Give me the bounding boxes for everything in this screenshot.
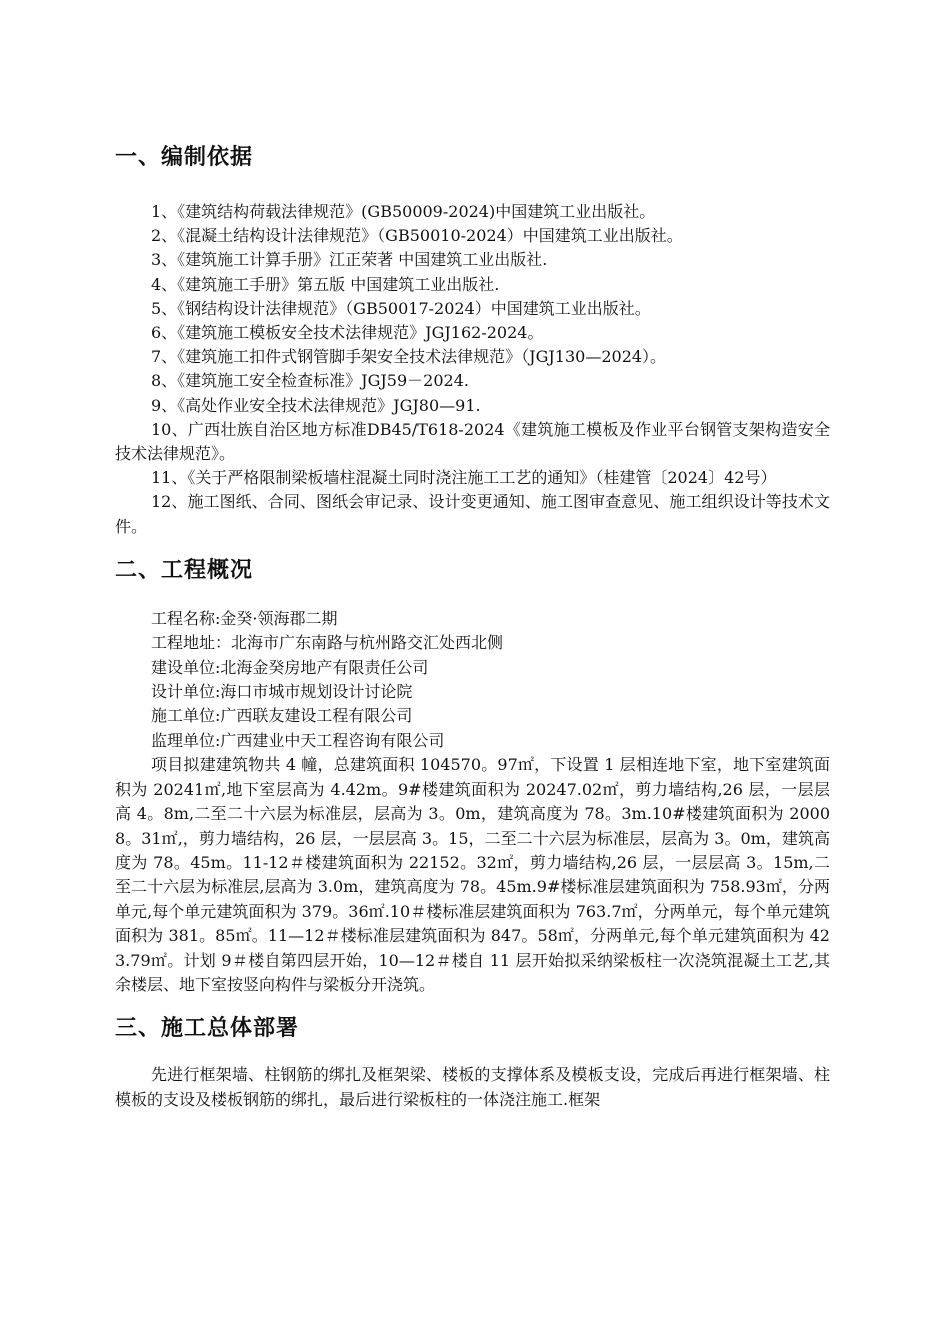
project-info [115, 607, 830, 998]
project-name: 工程名称:金癸·领海郡二期 [151, 608, 338, 628]
reference-item: 9、《高处作业安全技术法律规范》JGJ80—91. [151, 395, 481, 415]
section-heading-overview: 二、工程概况 [115, 557, 254, 583]
reference-item: 3、《建筑施工计算手册》江正荣著 中国建筑工业出版社. [151, 250, 548, 270]
supervision-unit: 监理单位:广西建业中天工程咨询有限公司 [151, 730, 445, 750]
reference-item: 8、《建筑施工安全检查标准》JGJ59－2024. [151, 371, 469, 391]
reference-item: 6、《建筑施工模板安全技术法律规范》JGJ162-2024。 [151, 323, 544, 343]
reference-item: 2、《混凝土结构设计法律规范》（GB50010-2024）中国建筑工业出版社。 [151, 226, 683, 246]
reference-item: 10、广西壮族自治区地方标准DB45/T618-2024《建筑施工模板及作业平台钢管支架构造安全技术法律规范》。 [115, 419, 830, 464]
reference-item: 12、施工图纸、合同、图纸会审记录、设计变更通知、施工图审查意见、施工组织设计等技术文件。 [115, 492, 830, 536]
deployment-paragraph: 先进行框架墙、柱钢筋的绑扎及框架梁、楼板的支撑体系及模板支设，完成后再进行框架墙、柱模板的支设及楼板钢筋的绑扎，最后进行梁板柱的一体浇注施工.框架 [115, 1065, 830, 1109]
reference-item: 5、《钢结构设计法律规范》（GB50017-2024）中国建筑工业出版社。 [151, 298, 651, 318]
construction-unit: 施工单位:广西联友建设工程有限公司 [151, 706, 413, 726]
reference-item: 11、《关于严格限制梁板墙柱混凝土同时浇注施工工艺的通知》（桂建管〔2024〕42号） [151, 468, 777, 488]
developer: 建设单位:北海金癸房地产有限责任公司 [151, 657, 429, 677]
reference-item: 7、《建筑施工扣件式钢管脚手架安全技术法律规范》（JGJ130—2024）。 [151, 347, 667, 367]
reference-list [115, 200, 830, 539]
project-address: 工程地址：北海市广东南路与杭州路交汇处西北侧 [151, 633, 504, 653]
design-unit: 设计单位:海口市城市规划设计讨论院 [151, 682, 413, 702]
reference-item: 4、《建筑施工手册》第五版 中国建筑工业出版社. [151, 274, 500, 294]
document-body [115, 142, 830, 1112]
project-description: 项目拟建建筑物共 4 幢，总建筑面积 104570。97㎡，下设置 1 层相连地下室，地下室建筑面积为 20241㎡,地下室层高为 4.42m。9#楼建筑面积为 20247.02㎡，剪力墙结构,26 层，一层层高 4。8m,二至二十六层为标准层，层高为 3。0m，建筑高度为 78。3m.10#楼建筑面积为 20008。31㎡,，剪力墙结构，26 层，一层层高 3。15，二至二十六层为标准层，层高为 3。0m，建筑高度为 78。45m。11-12＃楼建筑面积为 22152。32㎡，剪力墙结构,26 层，一层层高 3。15m,二至二十六层为标准层,层高为 3.0m，建筑高度为 78。45m.9#楼标准层建筑面积为 758.93㎡，分两单元,每个单元建筑面积为 379。36㎡.10＃楼标准层建筑面积为 763.7㎡，分两单元，每个单元建筑面积为 381。85㎡。11—12＃楼标准层建筑面积为 847。58㎡，分两单元,每个单元建筑面积为 423.79㎡。计划 9＃楼自第四层开始，10—12＃楼自 11 层开始拟采纳梁板柱一次浇筑混凝土工艺,其余楼层、地下室按竖向构件与梁板分开浇筑。 [115, 755, 830, 994]
reference-item: 1、《建筑结构荷载法律规范》(GB50009-2024)中国建筑工业出版社。 [151, 202, 656, 221]
section-heading-deployment: 三、施工总体部署 [115, 1016, 300, 1042]
section-heading-basis: 一、编制依据 [115, 145, 254, 170]
